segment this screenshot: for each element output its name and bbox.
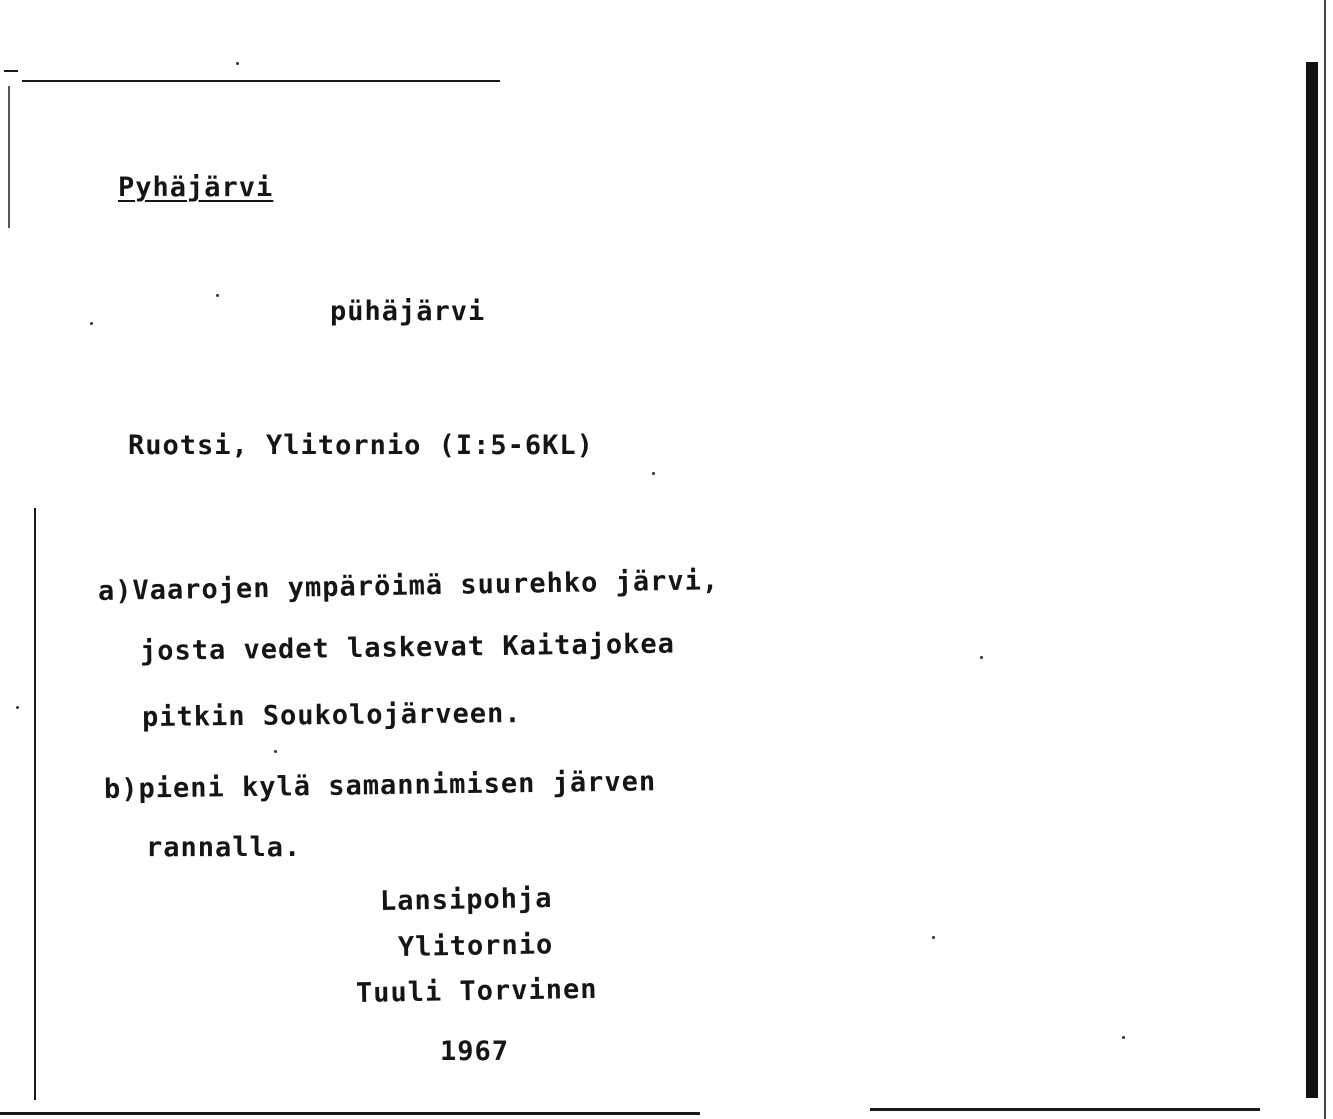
bottom-border-line-right <box>870 1108 1260 1111</box>
scan-speck <box>980 656 983 659</box>
scan-speck <box>652 472 655 475</box>
scan-speck <box>236 62 239 65</box>
scan-speck <box>932 936 935 939</box>
scan-speck <box>1122 1036 1125 1039</box>
source-region: Lansipohja <box>379 882 553 917</box>
source-parish: Ylitornio <box>397 929 554 963</box>
phonetic-form: pühäjärvi <box>330 296 486 327</box>
definition-line-5: rannalla. <box>146 832 302 863</box>
top-left-tick <box>4 70 18 72</box>
location-line: Ruotsi, Ylitornio (I:5-6KL) <box>128 430 594 461</box>
source-year: 1967 <box>440 1036 510 1067</box>
scan-speck <box>274 750 277 753</box>
scan-speck <box>216 294 219 297</box>
right-edge-dark <box>1306 62 1318 1098</box>
left-edge-upper <box>8 86 10 228</box>
definition-line-3: pitkin Soukolojärveen. <box>141 698 522 733</box>
scan-speck <box>16 706 19 709</box>
card-title: Pyhäjärvi <box>118 172 274 203</box>
definition-line-1: a)Vaarojen ympäröimä suurehko järvi, <box>97 565 720 607</box>
left-margin-line <box>34 508 36 1100</box>
source-collector: Tuuli Torvinen <box>355 973 598 1009</box>
definition-line-4: b)pieni kylä samannimisen järven <box>103 766 657 805</box>
top-border-line <box>22 80 500 82</box>
definition-line-2: josta vedet laskevat Kaitajokea <box>139 628 676 667</box>
right-edge-thin <box>1324 0 1326 1119</box>
scan-speck <box>90 322 93 325</box>
bottom-border-line <box>0 1112 700 1115</box>
